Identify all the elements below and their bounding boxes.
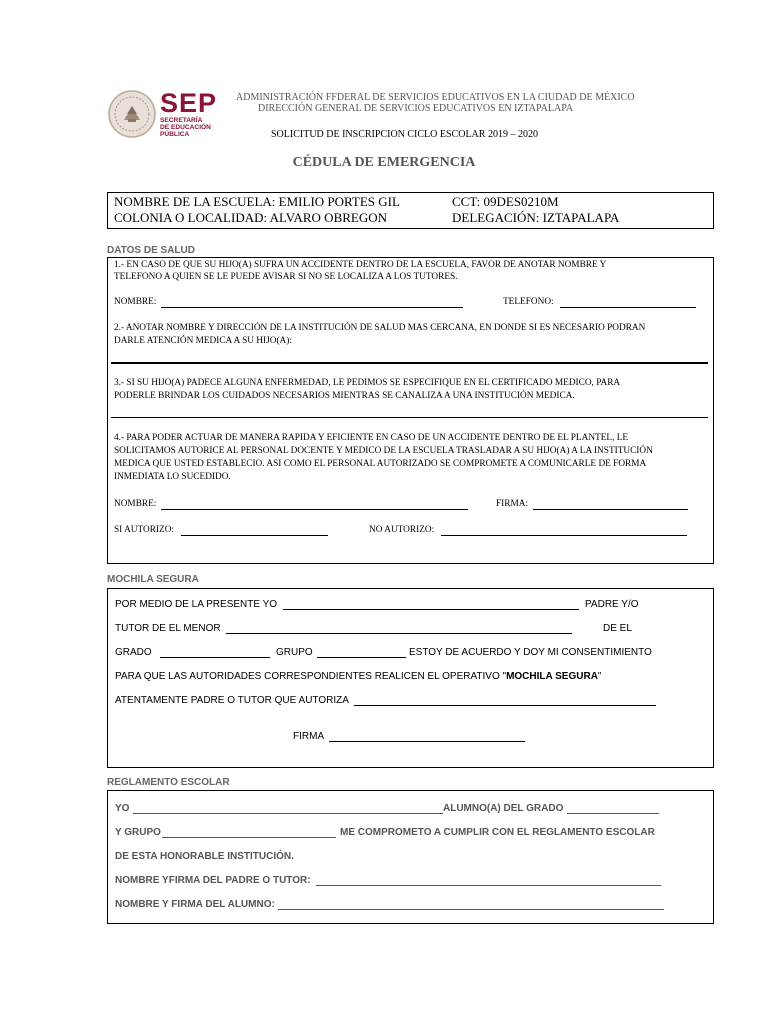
mochila-line3-a: GRADO	[115, 647, 152, 658]
telefono-field[interactable]	[560, 307, 696, 308]
reglamento-line3: DE ESTA HONORABLE INSTITUCIÓN.	[115, 851, 294, 862]
reglamento-line4: NOMBRE YFIRMA DEL PADRE O TUTOR:	[115, 875, 311, 886]
page-title: CÉDULA DE EMERGENCIA	[292, 155, 476, 170]
mochila-firma-label: FIRMA	[293, 731, 325, 742]
alumno-grupo-field[interactable]	[162, 837, 336, 838]
salud-p1-line2: TELEFONO A QUIEN SE LE PUEDE AVISAR SI NO SE LOCALIZA A LOS TUTORES.	[114, 272, 458, 282]
reglamento-line2-a: Y GRUPO	[115, 827, 161, 838]
header-line-2: DIRECCIÓN GENERAL DE SERVICIOS EDUCATIVOS EN IZTAPALAPA	[258, 103, 574, 114]
nombre2-field[interactable]	[161, 509, 468, 510]
si-autorizo-label: SI AUTORIZO:	[114, 525, 175, 535]
header-line-3: SOLICITUD DE INSCRIPCION CICLO ESCOLAR 2019 – 2020	[271, 129, 538, 140]
mochila-line2-a: TUTOR DE EL MENOR	[115, 623, 221, 634]
enfermedad-field[interactable]	[111, 417, 708, 418]
header-line-1: ADMINISTRACIÓN FFDERAL DE SERVICIOS EDUCATIVOS EN LA CIUDAD DE MÉXICO	[236, 92, 635, 103]
nombre-label: NOMBRE:	[114, 297, 157, 307]
mochila-firma-field[interactable]	[329, 741, 525, 742]
mochila-line3-b: GRUPO	[276, 647, 313, 658]
salud-box	[107, 257, 714, 564]
alumno-firma-field[interactable]	[278, 909, 664, 910]
tutor-autoriza-field[interactable]	[354, 705, 656, 706]
salud-p3-line1: 3.- SI SU HIJO(A) PADECE ALGUNA ENFERMEDAD, LE PEDIMOS SE ESPECIFIQUE EN EL CERTIFICADO MEDICO, PARA	[114, 378, 621, 388]
firma-label: FIRMA:	[496, 499, 529, 509]
no-autorizo-field[interactable]	[441, 535, 687, 536]
reglamento-line5: NOMBRE Y FIRMA DEL ALUMNO:	[115, 899, 275, 910]
firma-field[interactable]	[533, 509, 688, 510]
reglamento-line1-a: YO	[115, 803, 130, 814]
alumno-nombre-field[interactable]	[133, 813, 443, 814]
reglamento-line2-b: ME COMPROMETO A CUMPLIR CON EL REGLAMENTO ESCOLAR	[340, 827, 655, 838]
section-label-salud: DATOS DE SALUD	[107, 245, 195, 256]
mochila-line1-a: POR MEDIO DE LA PRESENTE YO	[115, 599, 278, 610]
nombre2-label: NOMBRE:	[114, 499, 157, 509]
salud-p4-line4: INMEDIATA LO SUCEDIDO.	[114, 472, 231, 482]
grado-field[interactable]	[160, 657, 270, 658]
mochila-line3-c: ESTOY DE ACUERDO Y DOY MI CONSENTIMIENTO	[409, 647, 652, 658]
salud-p3-line2: PODERLE BRINDAR LOS CUIDADOS NECESARIOS MIENTRAS SE CANALIZA A UNA INSTITUCIÓN MEDICA.	[114, 391, 575, 401]
salud-p4-line2: SOLICITAMOS AUTORICE AL PERSONAL DOCENTE Y MEDICO DE LA ESCUELA TRASLADAR A SU HIJO(A) A LA INSTITUCIÓN	[114, 446, 653, 456]
si-autorizo-field[interactable]	[181, 535, 328, 536]
salud-p4-line1: 4.- PARA PODER ACTUAR DE MANERA RAPIDA Y EFICIENTE EN CASO DE UN ACCIDENTE DENTRO DE EL PLANTEL, LE	[114, 433, 629, 443]
mochila-line2-b: DE EL	[603, 623, 632, 634]
mochila-line4: PARA QUE LAS AUTORIDADES CORRESPONDIENTES REALICEN EL OPERATIVO "MOCHILA SEGURA"	[115, 671, 602, 682]
reglamento-box	[107, 790, 714, 924]
mochila-line5: ATENTAMENTE PADRE O TUTOR QUE AUTORIZA	[115, 695, 349, 706]
grupo-field[interactable]	[317, 657, 406, 658]
institucion-salud-field[interactable]	[111, 362, 708, 364]
salud-p2-line2: DARLE ATENCIÓN MEDICA A SU HIJO(A):	[114, 336, 292, 346]
menor-nombre-field[interactable]	[226, 633, 572, 634]
alumno-grado-field[interactable]	[567, 813, 659, 814]
salud-p2-line1: 2.- ANOTAR NOMBRE Y DIRECCIÓN DE LA INSTITUCIÓN DE SALUD MAS CERCANA, EN DONDE SI ES NECESARIO PODRAN	[114, 323, 646, 333]
reglamento-line1-b: ALUMNO(A) DEL GRADO	[443, 803, 564, 814]
no-autorizo-label: NO AUTORIZO:	[369, 525, 435, 535]
school-delegacion: DELEGACIÓN: IZTAPALAPA	[452, 210, 620, 225]
padre-nombre-field[interactable]	[283, 609, 579, 610]
sep-logo-subtitle: SECRETARÍA DE EDUCACIÓN PÚBLICA	[160, 117, 211, 138]
salud-p1-line1: 1.- EN CASO DE QUE SU HIJO(A) SUFRA UN ACCIDENTE DENTRO DE LA ESCUELA, FAVOR DE ANOTAR NOMBRE Y	[114, 260, 607, 270]
school-name: NOMBRE DE LA ESCUELA: EMILIO PORTES GIL	[114, 194, 400, 209]
mochila-line1-b: PADRE Y/O	[585, 599, 639, 610]
sep-logo-text: SEP	[160, 88, 218, 118]
section-label-mochila: MOCHILA SEGURA	[107, 574, 199, 585]
school-colonia: COLONIA O LOCALIDAD: ALVARO OBREGON	[114, 210, 388, 225]
sep-seal-logo	[108, 90, 156, 138]
mochila-box	[107, 588, 714, 768]
nombre-field[interactable]	[161, 307, 463, 308]
telefono-label: TELEFONO:	[503, 297, 554, 307]
section-label-reglamento: REGLAMENTO ESCOLAR	[107, 777, 230, 788]
salud-p4-line3: MEDICA QUE USTED ESTABLECIO. ASI COMO EL PERSONAL AUTORIZADO SE COMPROMETE A COMUNICARLE DE FORMA	[114, 459, 647, 469]
school-info-box	[107, 192, 714, 229]
padre-firma-field[interactable]	[316, 885, 661, 886]
school-cct: CCT: 09DES0210M	[452, 194, 559, 209]
